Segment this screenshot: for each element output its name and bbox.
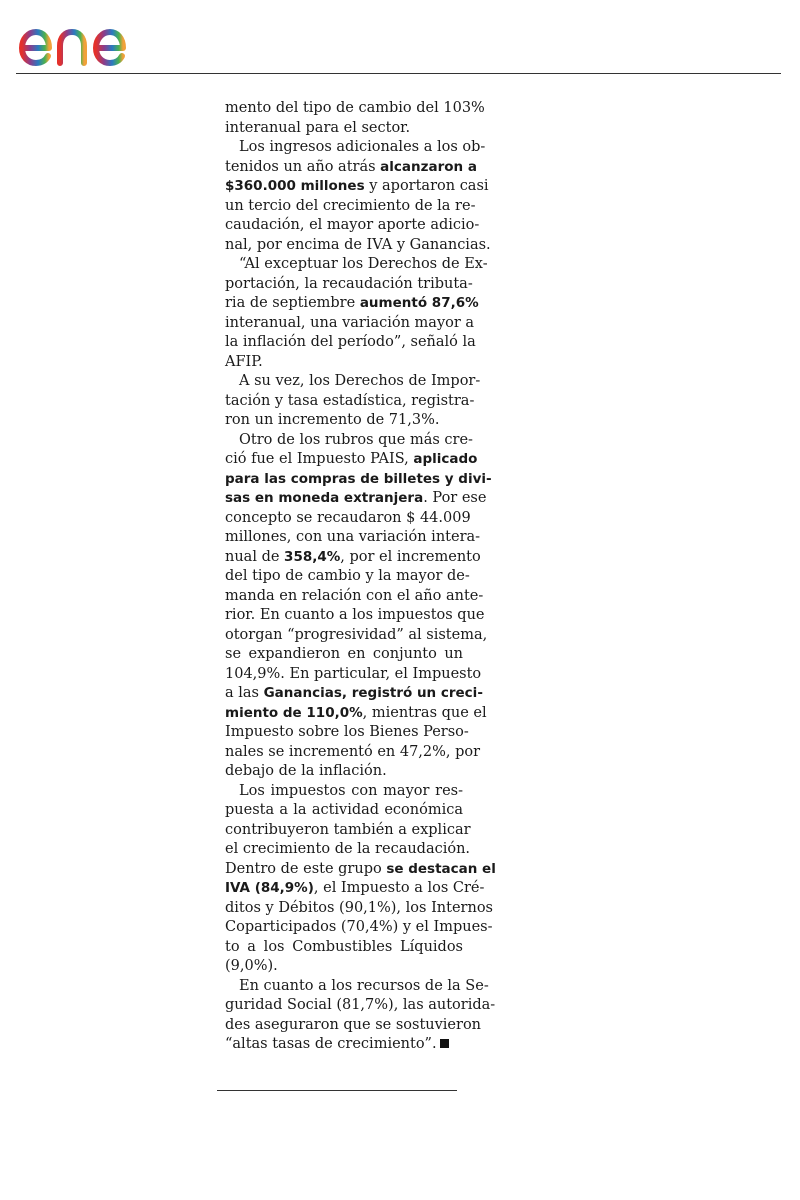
article-line <box>225 762 463 782</box>
article-line <box>225 626 488 646</box>
article-line <box>225 294 479 314</box>
article-line <box>225 1016 482 1036</box>
article-line <box>225 548 481 568</box>
text-run: (9,0%). <box>225 958 278 974</box>
text-run: Los ingresos adicionales a los ob- <box>239 139 486 155</box>
article-line <box>225 606 485 626</box>
text-run: rior. En cuanto a los impuestos que <box>225 607 485 623</box>
article-line <box>225 567 470 587</box>
text-run: Otro de los rubros que más cre- <box>239 431 473 448</box>
text-run: interanual, una variación mayor a <box>225 314 475 331</box>
text-run: tenidos un año atrás <box>225 158 381 175</box>
text-run: y aportaron casi <box>364 178 489 194</box>
text-run: Impuesto sobre los Bienes Perso- <box>225 724 469 740</box>
text-run: . Por ese <box>423 490 487 506</box>
article-line <box>225 470 492 490</box>
article-line <box>225 957 463 977</box>
article-line <box>225 333 476 353</box>
bold-text: para las compras de billetes y divi- <box>225 470 492 487</box>
text-run: un tercio del crecimiento de la re- <box>225 197 476 214</box>
text-run: se expandieron en conjunto un <box>225 646 463 662</box>
text-run: a las <box>225 685 264 701</box>
text-run: Los impuestos con mayor res- <box>239 782 463 799</box>
article-line <box>225 860 496 880</box>
article-line <box>225 450 478 470</box>
text-run: puesta a la actividad económica <box>225 802 463 818</box>
bold-text: $360.000 millones <box>225 178 365 194</box>
text-run: la inflación del período”, señaló la <box>225 334 476 350</box>
article-line <box>225 782 463 802</box>
article-line <box>225 879 485 899</box>
article-line <box>225 821 471 841</box>
article-line <box>225 704 487 724</box>
article-line <box>225 431 473 451</box>
text-run: el crecimiento de la recaudación. <box>225 841 471 857</box>
text-run: interanual para el sector. <box>225 119 411 136</box>
article-line <box>225 119 463 139</box>
text-run: ron un incremento de 71,3%. <box>225 412 440 428</box>
text-run: caudación, el mayor aporte adicio- <box>225 217 480 233</box>
bold-text: aumentó 87,6% <box>359 295 479 311</box>
bold-text: miento de 110,0% <box>225 704 363 721</box>
article-column <box>225 99 496 1055</box>
bold-text: alcanzaron a <box>380 158 477 175</box>
article-line <box>225 723 469 743</box>
article-line <box>225 197 476 217</box>
text-run: , mientras que el <box>362 704 487 721</box>
text-run: millones, con una variación intera- <box>225 529 481 545</box>
enel-logo <box>18 8 168 68</box>
text-run: concepto se recaudaron $ 44.009 <box>225 509 471 526</box>
text-run: Dentro de este grupo <box>225 860 387 877</box>
text-run: “altas tasas de crecimiento”. <box>225 1036 437 1052</box>
article-line <box>225 236 491 256</box>
text-run: A su vez, los Derechos de Impor- <box>239 373 481 389</box>
bold-text: IVA (84,9%) <box>225 880 314 896</box>
text-run: tación y tasa estadística, registra- <box>225 392 475 409</box>
bold-text: aplicado <box>413 451 478 467</box>
text-run: 104,9%. En particular, el Impuesto <box>225 665 482 682</box>
article-line <box>225 840 471 860</box>
article-line <box>225 645 463 665</box>
article-line <box>225 899 493 919</box>
text-run: En cuanto a los recursos de la Se- <box>239 977 489 994</box>
text-run: des aseguraron que se sostuvieron <box>225 1016 482 1033</box>
article-line <box>225 138 486 158</box>
text-run: manda en relación con el año ante- <box>225 587 484 604</box>
text-run: ditos y Débitos (90,1%), los Internos <box>225 899 493 916</box>
article-line <box>225 489 487 509</box>
article-line <box>225 587 484 607</box>
text-run: del tipo de cambio y la mayor de- <box>225 568 470 584</box>
text-run: ria de septiembre <box>225 295 360 311</box>
text-run: nal, por encima de IVA y Ganancias. <box>225 236 491 253</box>
text-run: “Al exceptuar los Derechos de Ex- <box>239 256 488 272</box>
text-run: , el Impuesto a los Cré- <box>313 880 485 896</box>
text-run: contribuyeron también a explicar <box>225 821 471 838</box>
footer-divider <box>217 1090 457 1091</box>
article-line <box>225 314 475 334</box>
text-run: to a los Combustibles Líquidos <box>225 938 463 955</box>
article-line <box>225 743 481 763</box>
article-line <box>225 372 481 392</box>
article-line <box>225 918 493 938</box>
article-line <box>225 275 473 295</box>
text-run: guridad Social (81,7%), las autorida- <box>225 997 496 1013</box>
article-line <box>225 977 489 997</box>
text-run: nales se incrementó en 47,2%, por <box>225 743 481 760</box>
bold-text: sas en moneda extranjera <box>225 490 424 506</box>
article-line <box>225 996 496 1016</box>
article-line <box>225 1035 463 1055</box>
text-run: mento del tipo de cambio del 103% <box>225 100 485 116</box>
article-line <box>225 353 463 373</box>
text-run: portación, la recaudación tributa- <box>225 275 473 292</box>
article-line <box>225 665 482 685</box>
text-run: otorgan “progresividad” al sistema, <box>225 626 488 643</box>
article-line <box>225 177 489 197</box>
bold-text: 358,4% <box>284 548 341 565</box>
article-line <box>225 392 475 412</box>
text-run: AFIP. <box>225 353 263 370</box>
bold-text: se destacan el <box>386 860 496 877</box>
bold-text: Ganancias, registró un creci- <box>263 685 483 701</box>
article-line <box>225 255 488 275</box>
text-run: debajo de la inflación. <box>225 763 387 779</box>
article-line <box>225 99 485 119</box>
article-line <box>225 684 483 704</box>
article-line <box>225 509 471 529</box>
article-line <box>225 158 477 178</box>
text-run: nual de <box>225 548 285 565</box>
article-line <box>225 411 463 431</box>
article-line <box>225 216 480 236</box>
article-line <box>225 528 481 548</box>
text-run: ció fue el Impuesto PAIS, <box>225 451 414 467</box>
end-of-article-mark <box>440 1039 449 1048</box>
text-run: , por el incremento <box>340 548 481 565</box>
article-line <box>225 938 463 958</box>
article-line <box>225 801 463 821</box>
header-divider <box>16 73 781 74</box>
text-run: Coparticipados (70,4%) y el Impues- <box>225 919 493 935</box>
